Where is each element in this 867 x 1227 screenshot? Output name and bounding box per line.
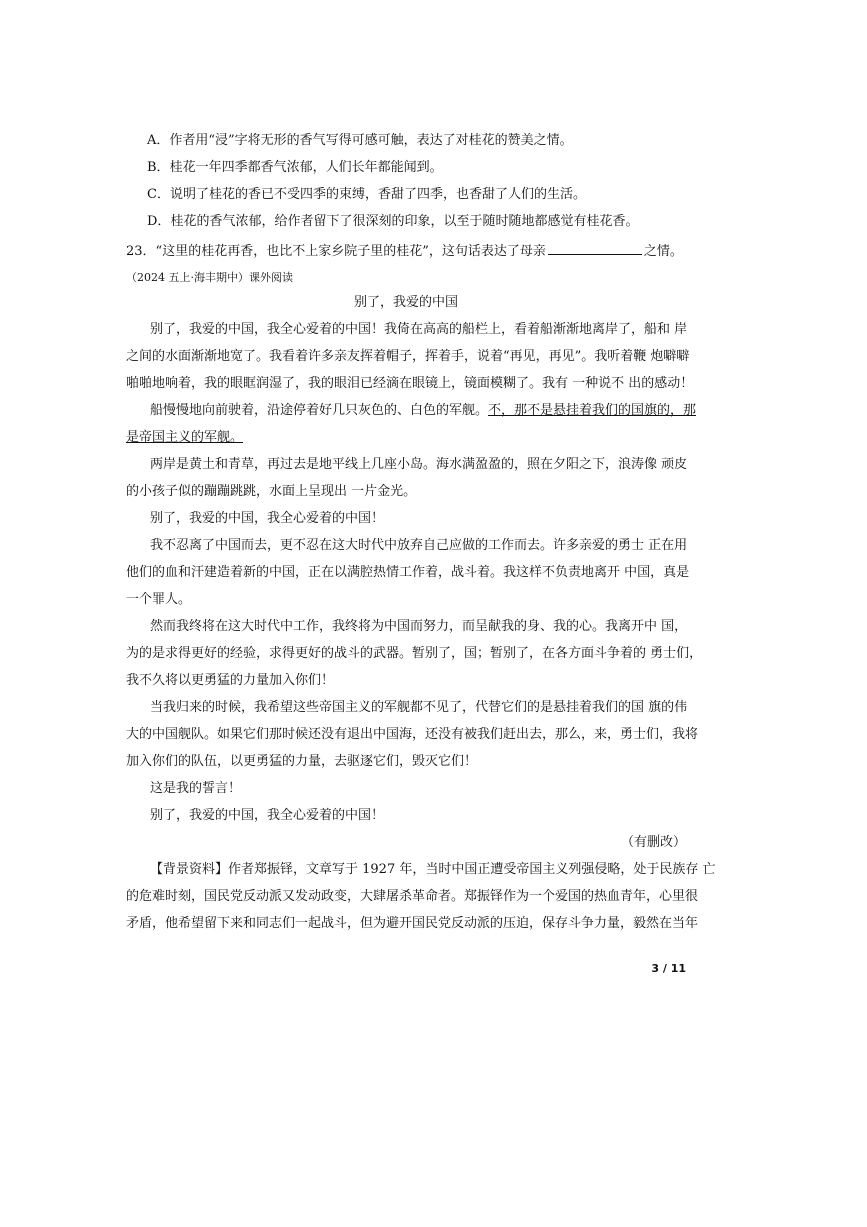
paragraph-line: 别了，我爱的中国，我全心爱着的中国！我倚在高高的船栏上，看着船渐渐地离岸了，船和 岸 [150, 322, 688, 337]
option-letter: A． [147, 133, 170, 148]
underlined-sentence: 是帝国主义的军舰。 [126, 430, 244, 445]
source-label: （2024 五上·海丰期中）课外阅读 [126, 271, 293, 284]
background-line: 的危难时刻，国民党反动派又发动政变，大肆屠杀革命者。郑振铎作为一个爱国的热血青年，心里很 [126, 889, 699, 904]
option-c [147, 185, 707, 205]
option-text: 说明了桂花的香已不受四季的束缚，香甜了四季，也香甜了人们的生活。 [169, 187, 586, 202]
paragraph-line: 我不忍离了中国而去，更不忍在这大时代中放弃自己应做的工作而去。许多亲爱的勇士 正在用 [150, 538, 688, 553]
option-d [147, 212, 707, 232]
edit-note: （有删改） [620, 835, 686, 850]
option-b [147, 158, 707, 178]
option-letter: D． [147, 214, 171, 229]
question-text: 23．“这里的桂花再香，也比不上家乡院子里的桂花”，这句话表达了母亲 [126, 244, 546, 259]
option-text: 作者用“浸”字将无形的香气写得可感可触，表达了对桂花的赞美之情。 [169, 133, 573, 148]
option-letter: B． [147, 160, 170, 175]
paragraph-line: 然而我终将在这大时代中工作，我终将为中国而努力，而呈献我的身、我的心。我离开中 国， [150, 619, 688, 634]
paragraph-line: 我不久将以更勇猛的力量加入你们！ [126, 673, 335, 688]
background-line: 【背景资料】作者郑振铎，文章写于 1927 年，当时中国正遭受帝国主义列强侵略，处于民族存 亡 [150, 862, 716, 877]
option-letter: C． [147, 187, 170, 202]
paragraph-line: 他们的血和汗建造着新的中国，正在以满腔热情工作着，战斗着。我这样不负责地离开 中国，真是 [126, 565, 690, 580]
paragraph-line: 大的中国舰队。如果它们那时候还没有退出中国海，还没有被我们赶出去，那么，来，勇士们，我将 [126, 727, 699, 742]
option-text: 桂花的香气浓郁，给作者留下了很深刻的印象，以至于随时随地都感觉有桂花香。 [170, 214, 639, 229]
question-suffix: 之情。 [643, 244, 683, 259]
paragraph-line: 一个罪人。 [126, 592, 192, 607]
paragraph-line: 两岸是黄土和青草，再过去是地平线上几座小岛。海水满盈盈的，照在夕阳之下，浪涛像 顽皮 [150, 457, 688, 472]
paragraph-line: 这是我的誓言！ [150, 781, 242, 796]
paragraph-line [126, 428, 686, 448]
article-title: 别了，我爱的中国 [353, 295, 458, 310]
paragraph-line: 当我归来的时候，我希望这些帝国主义的军舰都不见了，代替它们的是悬挂着我们的国 旗的伟 [150, 700, 688, 715]
paragraph-line: 之间的水面渐渐地宽了。我看着许多亲友挥着帽子，挥着手，说着“再见，再见”。我听着鞭 炮噼噼 [126, 349, 690, 364]
paragraph-line: 别了，我爱的中国，我全心爱着的中国！ [150, 808, 385, 823]
paragraph-line: 加入你们的队伍，以更勇猛的力量，去驱逐它们，毁灭它们！ [126, 754, 478, 769]
paragraph-line: 的小孩子似的蹦蹦跳跳，水面上呈现出 一片金光。 [126, 484, 417, 499]
option-text: 桂花一年四季都香气浓郁，人们长年都能闻到。 [169, 160, 443, 175]
paragraph-line: 为的是求得更好的经验，求得更好的战斗的武器。暂别了，国；暂别了，在各方面斗争着的 勇士们， [126, 646, 703, 661]
page-number: 3 / 11 [651, 962, 686, 975]
line-text: 船慢慢地向前驶着，沿途停着好几只灰色的、白色的军舰。 [150, 403, 489, 418]
answer-blank [548, 240, 642, 255]
option-a [147, 131, 707, 151]
paragraph-line: 别了，我爱的中国，我全心爱着的中国！ [150, 511, 385, 526]
question-23 [126, 240, 686, 262]
paragraph-line [150, 401, 697, 421]
paragraph-line: 啪啪地响着，我的眼眶润湿了，我的眼泪已经滴在眼镜上，镜面模糊了。我有 一种说不 出的感动！ [126, 376, 694, 391]
background-line: 矛盾，他希望留下来和同志们一起战斗，但为避开国民党反动派的压迫，保存斗争力量，毅然在当年 [126, 916, 699, 931]
underlined-sentence: 不，那不是悬挂着我们的国旗的，那 [488, 403, 697, 418]
